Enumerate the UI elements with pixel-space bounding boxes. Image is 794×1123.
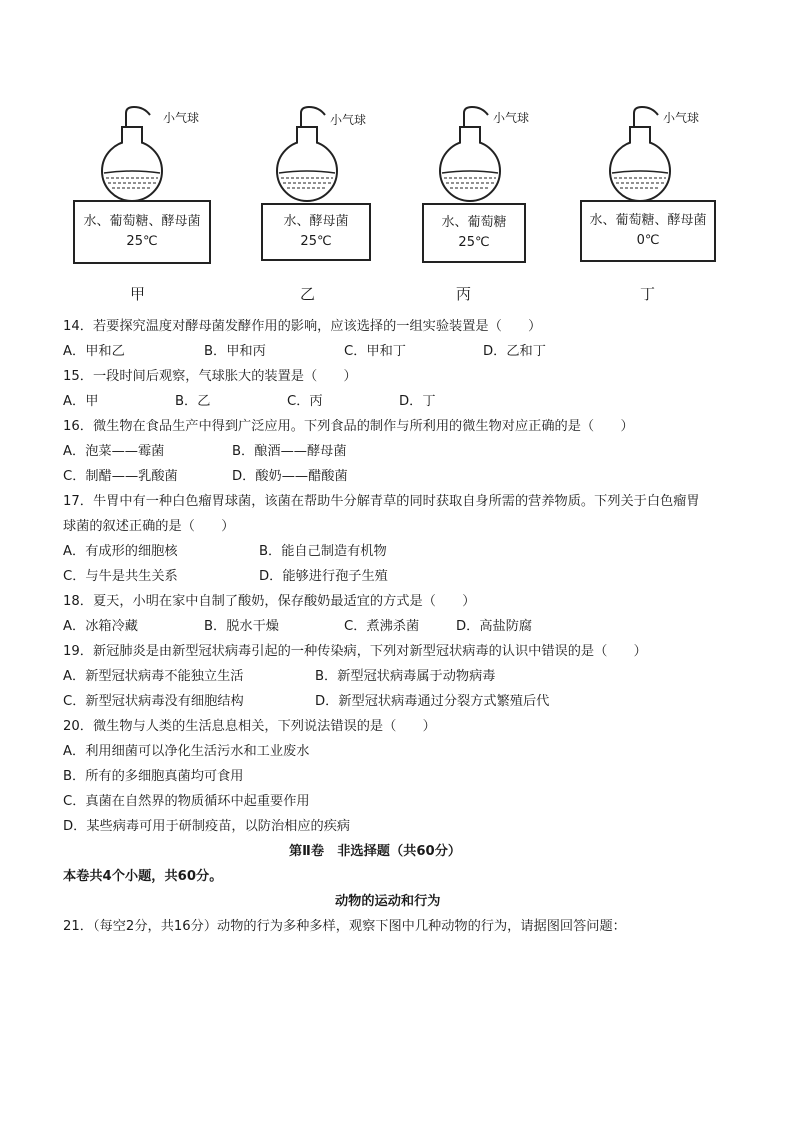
- condition-temperature: 0℃: [636, 233, 660, 248]
- question-18-stem: 18．夏天，小明在家中自制了酸奶，保存酸奶最适宜的方式是（ ）: [63, 594, 476, 609]
- question-19-option-a: A．新型冠状病毒不能独立生活: [63, 669, 244, 684]
- apparatus-name: 丙: [456, 285, 472, 303]
- question-16-option-c: C．制醋——乳酸菌: [63, 469, 178, 484]
- condition-contents: 水、葡萄糖: [441, 215, 507, 230]
- condition-box: [261, 203, 371, 261]
- question-19-option-b: B．新型冠状病毒属于动物病毒: [315, 669, 496, 684]
- question-15-option-c: C．丙: [287, 394, 323, 409]
- condition-box: [422, 203, 526, 263]
- question-15-option-d: D．丁: [399, 394, 436, 409]
- condition-box: [580, 200, 716, 262]
- question-14-option-d: D．乙和丁: [483, 344, 546, 359]
- apparatus-name: 甲: [130, 285, 146, 303]
- question-21-stem: 21．（每空2分，共16分）动物的行为多种多样，观察下图中几种动物的行为，请据图回答问题：: [63, 919, 626, 934]
- balloon-label: 小气球: [330, 113, 367, 127]
- apparatus-name: 丁: [640, 285, 656, 303]
- apparatus-yi: [245, 105, 425, 305]
- question-15-option-a: A．甲: [63, 394, 99, 409]
- apparatus-name: 乙: [300, 285, 316, 303]
- question-20-option-a: A．利用细菌可以净化生活污水和工业废水: [63, 744, 310, 759]
- flask-icon: [70, 105, 250, 205]
- question-15-stem: 15．一段时间后观察，气球胀大的装置是（ ）: [63, 369, 357, 384]
- condition-contents: 水、酵母菌: [283, 214, 349, 229]
- question-17-option-c: C．与牛是共生关系: [63, 569, 178, 584]
- condition-contents: 水、葡萄糖、酵母菌: [589, 213, 707, 228]
- question-17-option-b: B．能自己制造有机物: [259, 544, 387, 559]
- question-16-option-b: B．酿酒——酵母菌: [232, 444, 347, 459]
- balloon-label: 小气球: [663, 111, 700, 125]
- condition-temperature: 25℃: [300, 234, 332, 249]
- question-16-stem: 16．微生物在食品生产中得到广泛应用。下列食品的制作与所利用的微生物对应正确的是（ ）: [63, 419, 634, 434]
- question-20-option-d: D．某些病毒可用于研制疫苗，以防治相应的疾病: [63, 819, 351, 834]
- apparatus-jia: [70, 105, 250, 305]
- question-18-option-b: B．脱水干燥: [204, 619, 279, 634]
- question-18-option-d: D．高盐防腐: [456, 619, 533, 634]
- question-20-stem: 20．微生物与人类的生活息息相关，下列说法错误的是（ ）: [63, 719, 436, 734]
- question-14-option-a: A．甲和乙: [63, 344, 125, 359]
- question-17-option-d: D．能够进行孢子生殖: [259, 569, 388, 584]
- balloon-label: 小气球: [493, 111, 530, 125]
- question-19-option-c: C．新型冠状病毒没有细胞结构: [63, 694, 244, 709]
- section-2-intro: 本卷共4个小题，共60分。: [63, 869, 223, 884]
- balloon-label: 小气球: [163, 111, 200, 125]
- question-20-option-c: C．真菌在自然界的物质循环中起重要作用: [63, 794, 310, 809]
- question-14-option-b: B．甲和丙: [204, 344, 266, 359]
- question-19-option-d: D．新型冠状病毒通过分裂方式繁殖后代: [315, 694, 550, 709]
- question-17-stem-line1: 17．牛胃中有一种白色瘤胃球菌，该菌在帮助牛分解青草的同时获取自身所需的营养物质。下列关于白色瘤胃: [63, 494, 700, 509]
- question-20-option-b: B．所有的多细胞真菌均可食用: [63, 769, 244, 784]
- section-2-subtitle: 动物的运动和行为: [335, 894, 441, 909]
- question-16-option-d: D．酸奶——醋酸菌: [232, 469, 348, 484]
- apparatus-bing: [408, 105, 588, 305]
- apparatus-ding: [578, 105, 758, 305]
- question-17-stem-line2: 球菌的叙述正确的是（ ）: [63, 519, 235, 534]
- question-19-stem: 19．新冠肺炎是由新型冠状病毒引起的一种传染病，下列对新型冠状病毒的认识中错误的是（ ）: [63, 644, 647, 659]
- question-15-option-b: B．乙: [175, 394, 211, 409]
- section-2-title: 第Ⅱ卷 非选择题（共60分）: [289, 844, 462, 859]
- question-14-option-c: C．甲和丁: [344, 344, 406, 359]
- condition-box: [73, 200, 211, 264]
- condition-temperature: 25℃: [458, 235, 490, 250]
- question-17-option-a: A．有成形的细胞核: [63, 544, 178, 559]
- condition-contents: 水、葡萄糖、酵母菌: [83, 214, 201, 229]
- question-18-option-c: C．煮沸杀菌: [344, 619, 420, 634]
- question-14-stem: 14．若要探究温度对酵母菌发酵作用的影响，应该选择的一组实验装置是（ ）: [63, 319, 542, 334]
- condition-temperature: 25℃: [126, 234, 158, 249]
- question-16-option-a: A．泡菜——霉菌: [63, 444, 165, 459]
- question-18-option-a: A．冰箱冷藏: [63, 619, 138, 634]
